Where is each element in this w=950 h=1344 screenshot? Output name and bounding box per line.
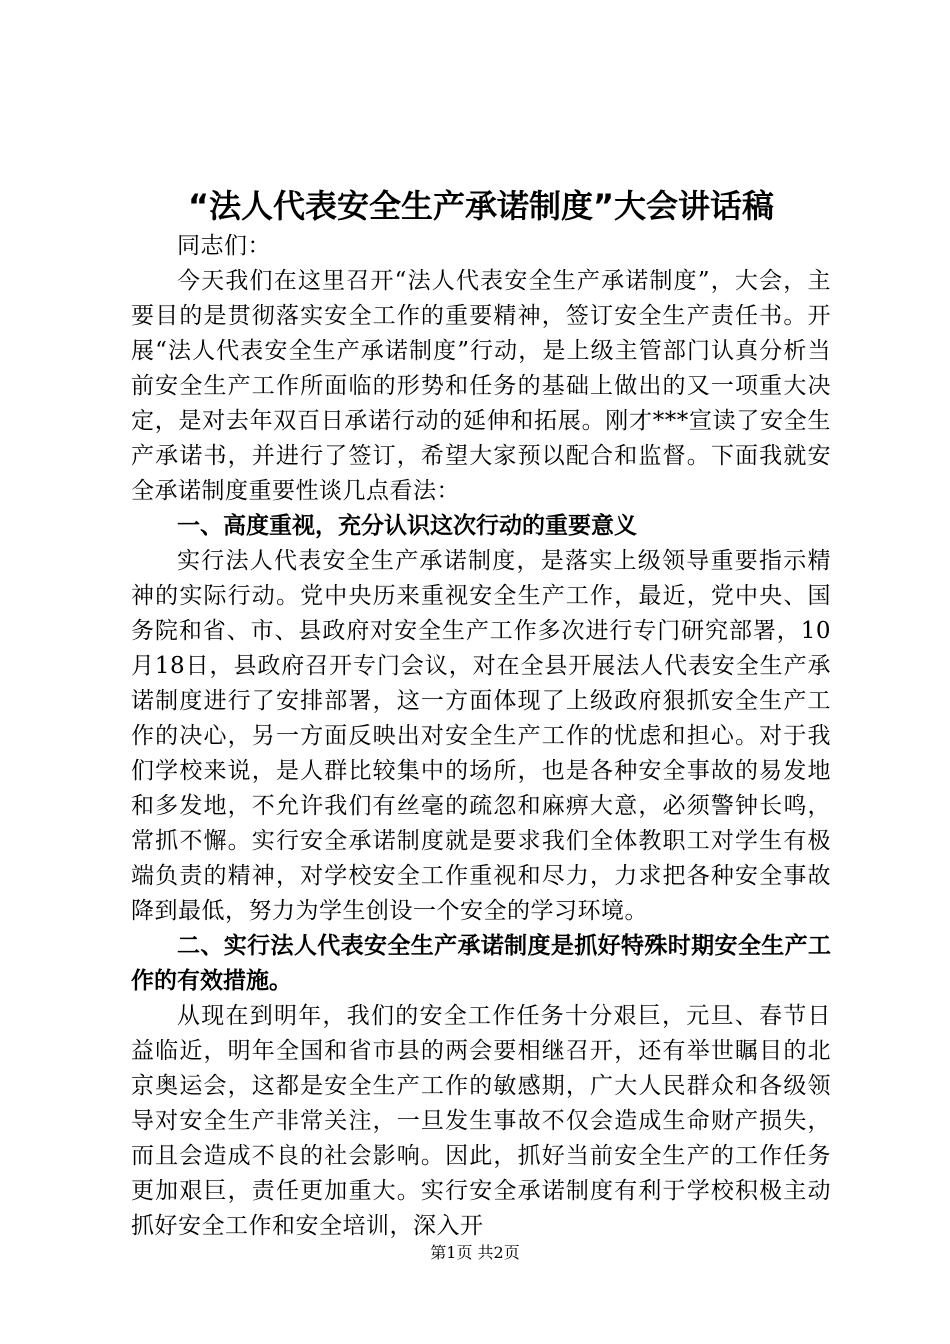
intro-paragraph: 今天我们在这里召开“法人代表安全生产承诺制度”，大会，主要目的是贯彻落实安全工作的重要精神，签订安全生产责任书。开展“法人代表安全生产承诺制度”行动，是上级主管部门认真分析当前安全生产工作所面临的形势和任务的基础上做出的又一项重大决定，是对去年双百日承诺行动的延伸和拓展。刚才***宣读了安全生产承诺书，并进行了签订，希望大家预以配合和监督。下面我就安全承诺制度重要性谈几点看法：: [131, 268, 831, 504]
document-title: “法人代表安全生产承诺制度”大会讲话稿: [187, 187, 775, 225]
page-footer: 第1页 共2页: [430, 1243, 520, 1262]
section-2-paragraph: 从现在到明年，我们的安全工作任务十分艰巨，元旦、春节日益临近，明年全国和省市县的两会要相继召开，还有举世瞩目的北京奥运会，这都是安全生产工作的敏感期，广大人民群众和各级领导对安全生产非常关注，一旦发生事故不仅会造成生命财产损失，而且会造成不良的社会影响。因此，抓好当前安全生产的工作任务更加艰巨，责任更加重大。实行安全承诺制度有利于学校积极主动抓好安全工作和安全培训，深入开: [131, 1003, 831, 1239]
section-heading-1: 一、高度重视，充分认识这次行动的重要意义: [177, 513, 637, 539]
section-1-paragraph: 实行法人代表安全生产承诺制度，是落实上级领导重要指示精神的实际行动。党中央历来重视安全生产工作，最近，党中央、国务院和省、市、县政府对安全生产工作多次进行专门研究部署，10月18日，县政府召开专门会议，对在全县开展法人代表安全生产承诺制度进行了安排部署，这一方面体现了上级政府狠抓安全生产工作的决心，另一方面反映出对安全生产工作的忧虑和担心。对于我们学校来说，是人群比较集中的场所，也是各种安全事故的易发地和多发地，不允许我们有丝毫的疏忽和麻痹大意，必须警钟长鸣，常抓不懈。实行安全承诺制度就是要求我们全体教职工对学生有极端负责的精神，对学校安全工作重视和尽力，力求把各种安全事故降到最低，努力为学生创设一个安全的学习环境。: [131, 548, 831, 924]
document-body: [131, 183, 831, 1244]
salutation: 同志们：: [177, 233, 271, 259]
section-heading-2: 二、实行法人代表安全生产承诺制度是抓好特殊时期安全生产工作的有效措施。: [131, 933, 831, 994]
